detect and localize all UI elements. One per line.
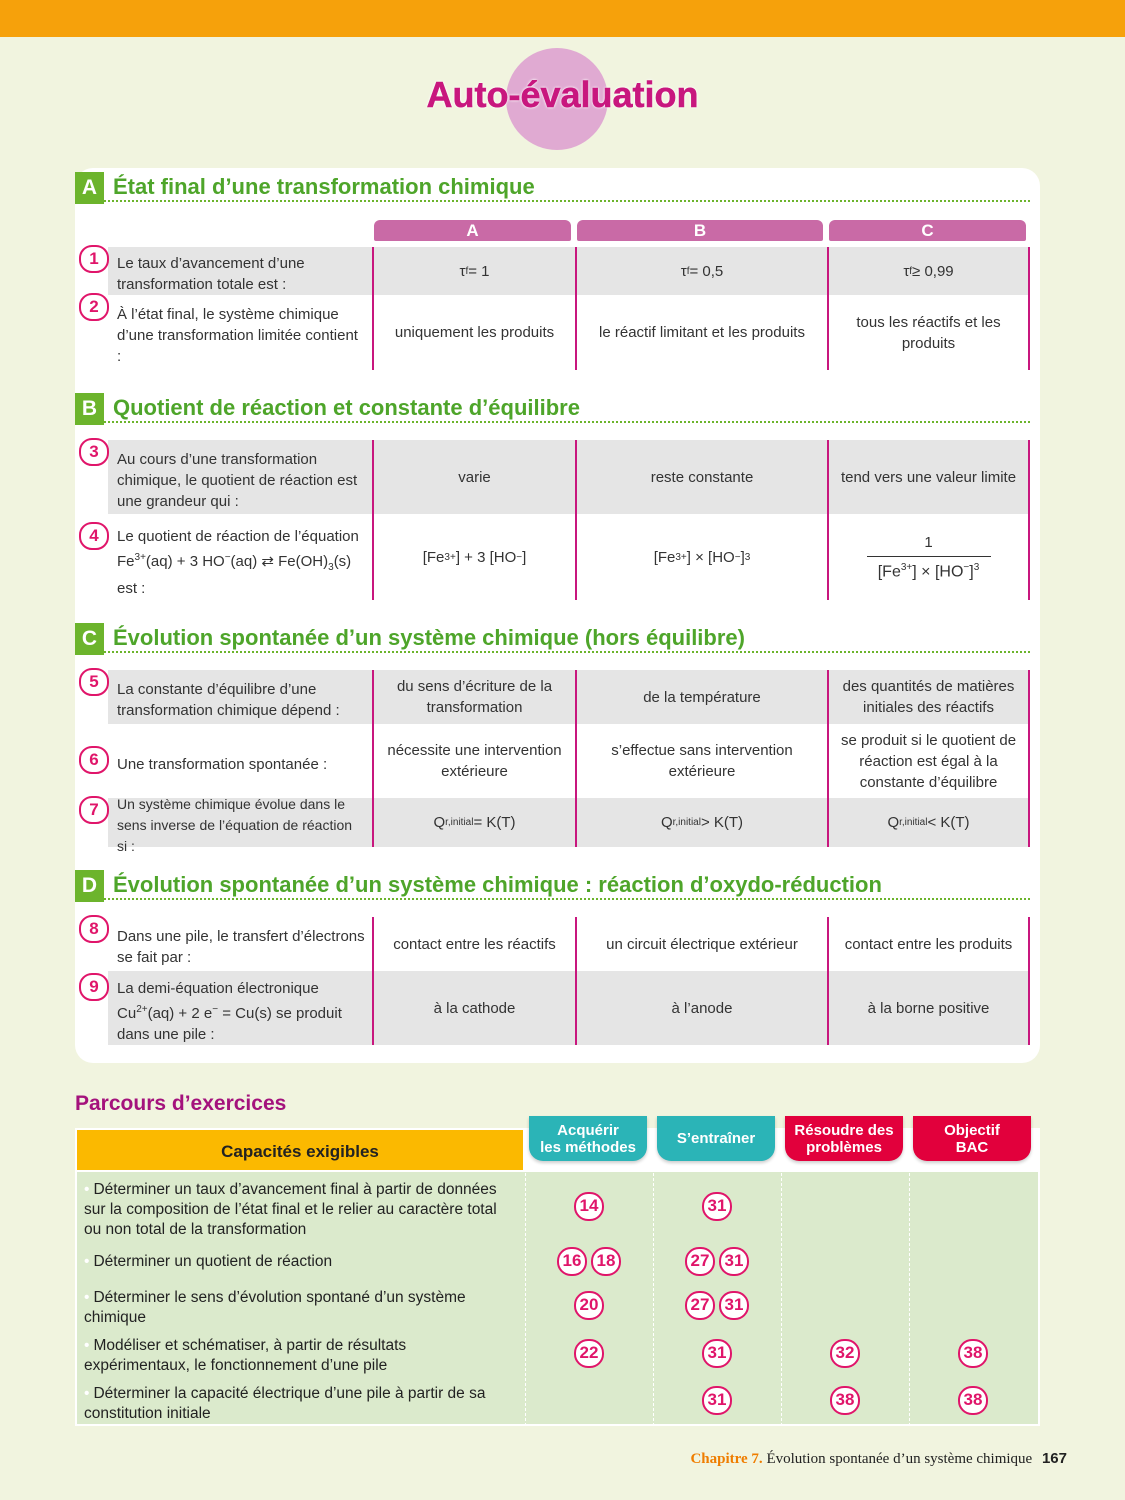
answer-c[interactable]: à la borne positive <box>827 971 1030 1045</box>
question-number: 1 <box>79 245 109 273</box>
column-divider <box>781 1128 782 1426</box>
exercise-badges <box>702 1339 732 1368</box>
question-2 <box>89 295 1030 370</box>
exercise-badge[interactable]: 38 <box>958 1339 988 1368</box>
section-a <box>75 172 1030 202</box>
answer-b[interactable]: Q r,initial > K(T) <box>575 798 827 847</box>
section-letter: D <box>75 870 104 902</box>
exercise-badge[interactable]: 27 <box>685 1247 715 1276</box>
answer-b[interactable]: τ f = 0,5 <box>575 247 827 295</box>
answer-b[interactable]: le réactif limitant et les produits <box>575 295 827 370</box>
question-number: 8 <box>79 915 109 943</box>
answer-b[interactable]: un circuit électrique extérieur <box>575 917 827 971</box>
answer-c[interactable]: $\frac{1}{[Fe^{3+}] \times [HO^-]^3}$ <box>827 514 1030 600</box>
question-text: Un système chimique évolue dans le sens inverse de l’équation de réaction si : <box>117 796 353 854</box>
answer-b[interactable]: reste constante <box>575 440 827 514</box>
capacity-item: • Modéliser et schématiser, à partir de résultats expérimentaux, le fonctionnement d’une pile <box>84 1337 407 1374</box>
exercise-badge[interactable]: 31 <box>719 1291 749 1320</box>
column-divider <box>525 1128 526 1426</box>
question-7 <box>89 796 1030 854</box>
capacity-item: • Déterminer le sens d’évolution spontané d’un système chimique <box>84 1289 466 1326</box>
section-d <box>75 870 1030 900</box>
answer-a[interactable]: du sens d’écriture de la transformation <box>372 670 575 724</box>
exercise-badge[interactable]: 38 <box>958 1386 988 1415</box>
exercise-badge[interactable]: 22 <box>574 1339 604 1368</box>
answer-b[interactable]: [Fe 3+ ] × [HO − ] 3 <box>575 514 827 600</box>
answer-c[interactable]: Q r,initial < K(T) <box>827 798 1030 847</box>
column-c: C <box>829 220 1026 241</box>
question-5 <box>89 670 1030 724</box>
exercise-badges <box>557 1247 621 1276</box>
answer-a[interactable]: à la cathode <box>372 971 575 1045</box>
question-number: 2 <box>79 293 109 321</box>
capacity-item: • Déterminer la capacité électrique d’une pile à partir de sa constitution initiale <box>84 1385 486 1422</box>
answer-c[interactable]: tend vers une valeur limite <box>827 440 1030 514</box>
tab-objectif-bac: Objectif BAC <box>913 1116 1031 1161</box>
section-title: État final d’une transformation chimique <box>113 174 535 199</box>
exercise-badges <box>830 1339 860 1368</box>
section-title: Quotient de réaction et constante d’équilibre <box>113 395 580 420</box>
parcours-title: Parcours d’exercices <box>75 1092 287 1115</box>
question-text: Le quotient de réaction de l’équation $Fe^{3+}(aq) + 3$ HO−(aq) ⇄ $Fe(OH)_3(s)$ est : <box>117 528 359 597</box>
answer-b[interactable]: à l’anode <box>575 971 827 1045</box>
chapter-title: Évolution spontanée d’un système chimique <box>766 1451 1033 1467</box>
answer-c[interactable]: τ f ≥ 0,99 <box>827 247 1030 295</box>
question-3 <box>89 440 1030 514</box>
question-9 <box>89 971 1030 1045</box>
question-number: 6 <box>79 746 109 774</box>
question-number: 5 <box>79 668 109 696</box>
answer-c[interactable]: se produit si le quotient de réaction est égal à la constante d’équilibre <box>827 724 1030 798</box>
page-number: 167 <box>1041 1450 1067 1467</box>
answer-c[interactable]: contact entre les produits <box>827 917 1030 971</box>
question-6 <box>89 724 1030 798</box>
section-letter: B <box>75 393 104 425</box>
exercise-badges <box>574 1192 604 1221</box>
capacities-header: Capacités exigibles <box>77 1130 523 1170</box>
section-title: Évolution spontanée d’un système chimique : réaction d’oxydo-réduction <box>113 872 882 897</box>
question-number: 9 <box>79 973 109 1001</box>
tab-resoudre: Résoudre des problèmes <box>785 1116 903 1161</box>
section-title: Évolution spontanée d’un système chimique (hors équilibre) <box>113 625 745 650</box>
exercise-badges <box>830 1386 860 1415</box>
chapter-label: Chapitre 7. <box>690 1451 763 1467</box>
question-text: La demi-équation électronique $Cu^{2+}(aq) + 2$ e− = Cu(s) se produit dans une pile : <box>117 979 342 1043</box>
exercise-badges <box>574 1339 604 1368</box>
question-number: 3 <box>79 438 109 466</box>
exercise-badge[interactable]: 16 <box>557 1247 587 1276</box>
question-number: 7 <box>79 796 109 824</box>
question-text: Le taux d’avancement d’une transformation totale est : <box>117 255 305 293</box>
exercise-table <box>75 1121 1040 1426</box>
exercise-badges <box>685 1247 749 1276</box>
exercise-badge[interactable]: 27 <box>685 1291 715 1320</box>
exercise-badge[interactable]: 31 <box>719 1247 749 1276</box>
question-4 <box>89 514 1030 600</box>
column-b: B <box>577 220 823 241</box>
question-text: La constante d’équilibre d’une transformation chimique dépend : <box>117 681 340 719</box>
answer-b[interactable]: de la température <box>575 670 827 724</box>
question-number: 4 <box>79 522 109 550</box>
exercise-badge[interactable]: 31 <box>702 1386 732 1415</box>
exercise-badges <box>685 1291 749 1320</box>
section-letter: C <box>75 623 104 655</box>
exercise-badge[interactable]: 32 <box>830 1339 860 1368</box>
exercise-badges <box>702 1386 732 1415</box>
exercise-badge[interactable]: 20 <box>574 1291 604 1320</box>
column-a: A <box>374 220 571 241</box>
title-block <box>0 48 1125 150</box>
answer-a[interactable]: contact entre les réactifs <box>372 917 575 971</box>
exercise-badge[interactable]: 38 <box>830 1386 860 1415</box>
answer-c[interactable]: tous les réactifs et les produits <box>827 295 1030 370</box>
answer-a[interactable]: varie <box>372 440 575 514</box>
question-8 <box>89 917 1030 971</box>
answer-c[interactable]: des quantités de matières initiales des réactifs <box>827 670 1030 724</box>
question-text: Une transformation spontanée : <box>117 755 328 773</box>
question-text: Au cours d’une transformation chimique, le quotient de réaction est une grandeur qui : <box>117 450 358 510</box>
section-c <box>75 623 1030 653</box>
exercise-badge[interactable]: 31 <box>702 1192 732 1221</box>
answer-a[interactable]: uniquement les produits <box>372 295 575 370</box>
section-b <box>75 393 1030 423</box>
tab-acquerir: Acquérir les méthodes <box>529 1116 647 1161</box>
tab-sentrainer: S’entraîner <box>657 1116 775 1161</box>
answer-a[interactable]: Q r,initial = K(T) <box>372 798 575 847</box>
exercise-badge[interactable]: 31 <box>702 1339 732 1368</box>
exercise-badges <box>574 1291 604 1320</box>
exercise-badge[interactable]: 14 <box>574 1192 604 1221</box>
section-letter: A <box>75 172 104 204</box>
column-divider <box>653 1128 654 1426</box>
exercise-badges <box>958 1386 988 1415</box>
question-text: À l’état final, le système chimique d’une transformation limitée contient : <box>117 306 358 365</box>
page-footer <box>690 1450 1067 1468</box>
column-divider <box>909 1128 910 1426</box>
answer-a[interactable]: [Fe 3+ ] + 3 [HO − ] <box>372 514 575 600</box>
column-headers <box>374 220 1026 241</box>
answer-a[interactable]: τ f = 1 <box>372 247 575 295</box>
top-band <box>0 0 1125 37</box>
answer-b[interactable]: s’effectue sans intervention extérieure <box>575 724 827 798</box>
exercise-badge[interactable]: 18 <box>591 1247 621 1276</box>
capacity-item: • Déterminer un taux d’avancement final à partir de données sur la composition de l’état final et le relier au caractère total ou non total de la transformation <box>84 1181 497 1238</box>
question-text: Dans une pile, le transfert d’électrons se fait par : <box>117 928 365 966</box>
exercise-badges <box>702 1192 732 1221</box>
exercise-badges <box>958 1339 988 1368</box>
capacity-item: • Déterminer un quotient de réaction <box>84 1253 333 1270</box>
question-1 <box>89 247 1030 295</box>
page-title: Auto-évaluation <box>426 74 699 115</box>
answer-a[interactable]: nécessite une intervention extérieure <box>372 724 575 798</box>
